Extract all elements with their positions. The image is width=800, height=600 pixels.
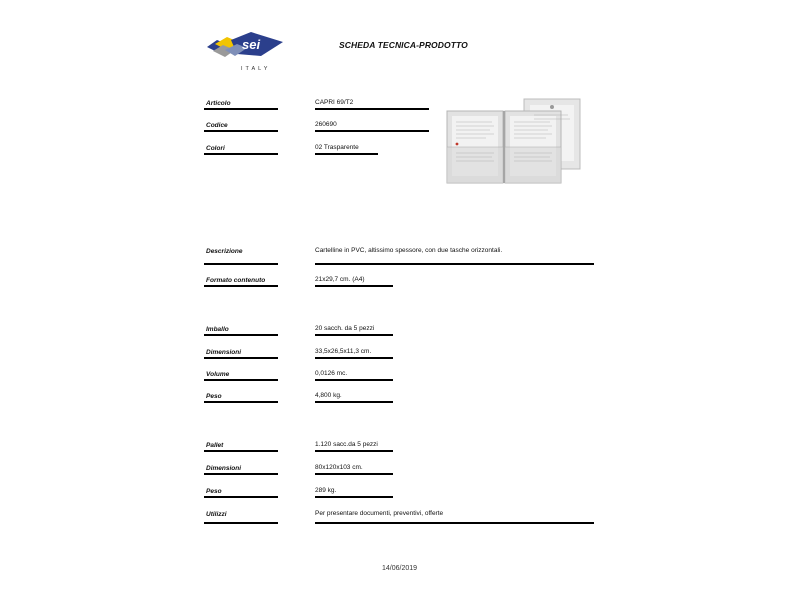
value-pallet: 1.120 sacc.da 5 pezzi	[315, 441, 378, 448]
value-peso-imballo: 4,800 kg.	[315, 392, 342, 399]
value-underline	[315, 379, 393, 381]
value-underline	[315, 473, 393, 475]
label-peso-pallet: Peso	[206, 488, 222, 495]
value-formato-contenuto: 21x29,7 cm. (A4)	[315, 276, 365, 283]
document-title: SCHEDA TECNICA-PRODOTTO	[339, 40, 468, 50]
label-underline	[204, 263, 278, 265]
logo-wordmark: sei	[242, 37, 261, 52]
footer-date: 14/06/2019	[382, 565, 418, 572]
value-underline	[315, 496, 393, 498]
value-underline	[315, 263, 594, 265]
label-underline	[204, 496, 278, 498]
value-underline	[315, 130, 429, 132]
label-codice: Codice	[206, 122, 228, 129]
label-underline	[204, 357, 278, 359]
logo-subtitle: ITALY	[241, 66, 271, 72]
label-utilizzi: Utilizzi	[206, 511, 227, 518]
label-underline	[204, 379, 278, 381]
value-dimensioni-pallet: 80x120x103 cm.	[315, 464, 363, 471]
label-peso-imballo: Peso	[206, 393, 222, 400]
value-underline	[315, 285, 393, 287]
label-imballo: Imballo	[206, 326, 229, 333]
label-underline	[204, 108, 278, 110]
label-underline	[204, 334, 278, 336]
label-underline	[204, 130, 278, 132]
label-dimensioni-imballo: Dimensioni	[206, 349, 242, 356]
value-articolo: CAPRI 69/T2	[315, 99, 354, 106]
label-underline	[204, 401, 278, 403]
label-underline	[204, 153, 278, 155]
label-articolo: Articolo	[206, 100, 231, 107]
label-pallet: Pallet	[206, 442, 224, 449]
value-peso-pallet: 289 kg.	[315, 487, 337, 494]
label-underline	[204, 473, 278, 475]
label-colori: Colori	[206, 145, 225, 152]
value-underline	[315, 522, 594, 524]
value-underline	[315, 450, 393, 452]
value-underline	[315, 401, 393, 403]
label-volume: Volume	[206, 371, 230, 378]
label-descrizione: Descrizione	[206, 248, 243, 255]
value-underline	[315, 334, 393, 336]
label-underline	[204, 450, 278, 452]
value-underline	[315, 153, 378, 155]
label-underline	[204, 285, 278, 287]
product-photo	[446, 97, 582, 185]
label-underline	[204, 522, 278, 524]
label-dimensioni-pallet: Dimensioni	[206, 465, 242, 472]
value-dimensioni-imballo: 33,5x26,5x11,3 cm.	[315, 348, 372, 355]
value-descrizione: Cartelline in PVC, altissimo spessore, con due tasche orizzontali.	[315, 247, 503, 254]
value-underline	[315, 108, 429, 110]
label-formato-contenuto: Formato contenuto	[206, 277, 266, 284]
value-imballo: 20 sacch. da 5 pezzi	[315, 325, 375, 332]
value-volume: 0,0126 mc.	[315, 370, 348, 377]
value-utilizzi: Per presentare documenti, preventivi, offerte	[315, 510, 444, 517]
value-colori: 02 Trasparente	[315, 144, 359, 151]
value-underline	[315, 357, 393, 359]
value-codice: 260690	[315, 121, 337, 128]
